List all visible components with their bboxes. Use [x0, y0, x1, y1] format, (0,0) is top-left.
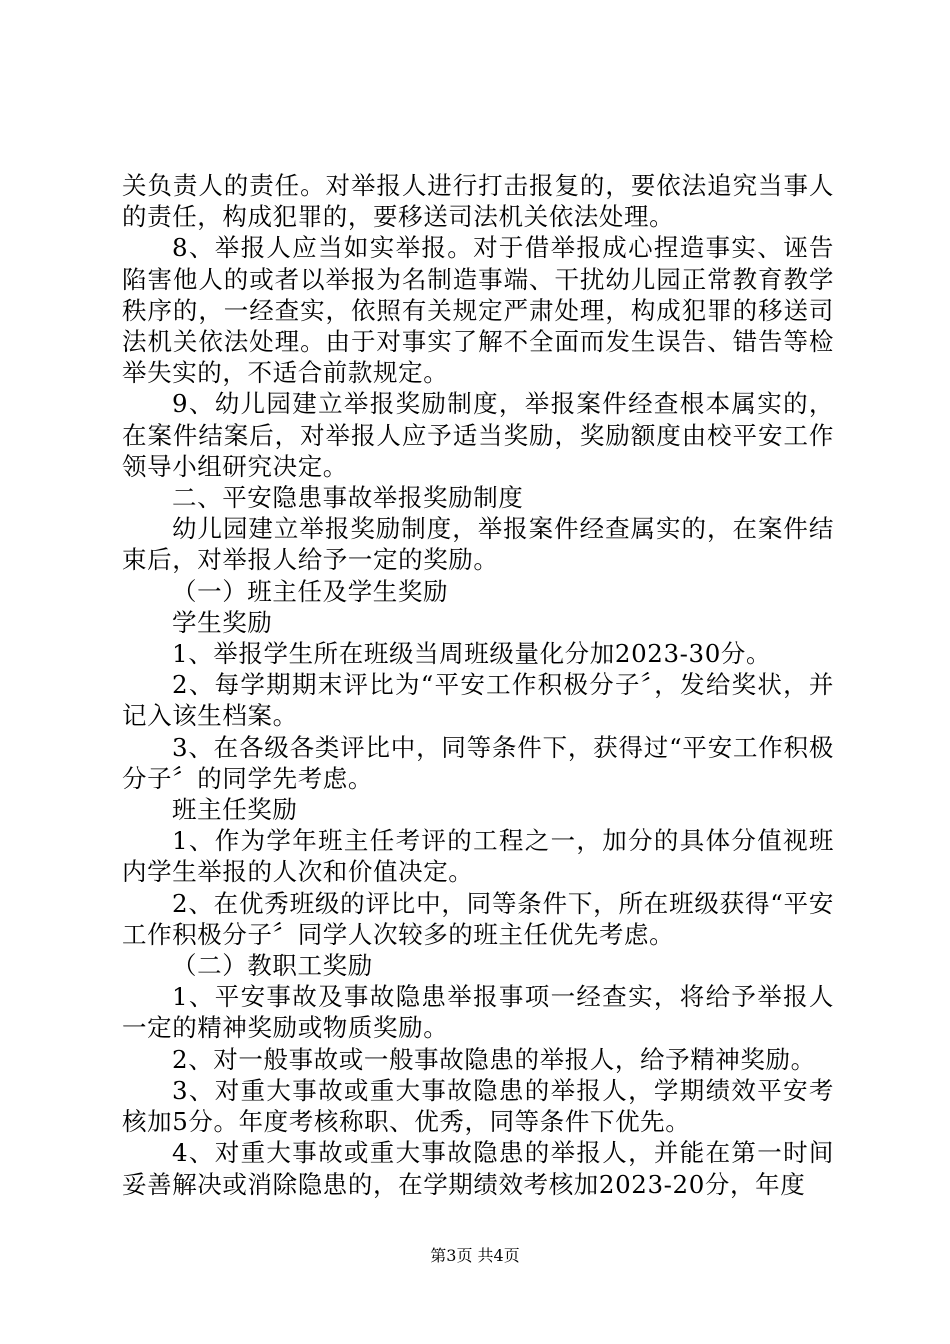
section-heading: 二、平安隐患事故举报奖励制度	[172, 483, 524, 513]
paragraph: 9、幼儿园建立举报奖励制度，举报案件经查根本属实的，在案件结案后，对举报人应予适当奖励，奖励额度由校平安工作领导小组研究决定。	[122, 389, 834, 481]
paragraph: 1、作为学年班主任考评的工程之一，加分的具体分值视班内学生举报的人次和价值决定。	[122, 826, 834, 887]
subsection-heading: （二）教职工奖励	[172, 951, 373, 981]
paragraph: 3、对重大事故或重大事故隐患的举报人，学期绩效平安考核加5分。年度考核称职、优秀，同等条件下优先。	[122, 1075, 834, 1137]
subheading: 班主任奖励	[172, 795, 298, 825]
paragraph: 8、举报人应当如实举报。对于借举报成心捏造事实、诬告陷害他人的或者以举报为名制造事端、干扰幼儿园正常教育教学秩序的，一经查实，依照有关规定严肃处理，构成犯罪的移送司法机关依法处理。由于对事实了解不全面而发生误告、错告等检举失实的，不适合前款规定。	[122, 233, 834, 388]
subheading: 学生奖励	[172, 607, 273, 637]
paragraph: 2、在优秀班级的评比中，同等条件下，所在班级获得“平安工作积极分子〞同学人次较多的班主任优先考虑。	[122, 888, 834, 949]
paragraph: 关负责人的责任。对举报人进行打击报复的，要依法追究当事人的责任，构成犯罪的，要移送司法机关依法处理。	[122, 171, 834, 232]
paragraph: 2、每学期期末评比为“平安工作积极分子〞，发给奖状，并记入该生档案。	[122, 670, 834, 731]
paragraph: 1、平安事故及事故隐患举报事项一经查实，将给予举报人一定的精神奖励或物质奖励。	[122, 982, 834, 1043]
document-body	[122, 170, 834, 1200]
page-footer: 第3页 共4页	[430, 1246, 520, 1265]
paragraph: 幼儿园建立举报奖励制度，举报案件经查属实的，在案件结束后，对举报人给予一定的奖励。	[122, 514, 834, 575]
subsection-heading: （一）班主任及学生奖励	[172, 576, 449, 606]
paragraph: 4、对重大事故或重大事故隐患的举报人，并能在第一时间妥善解决或消除隐患的，在学期绩效考核加2023-20分，年度	[122, 1138, 834, 1199]
paragraph: 3、在各级各类评比中，同等条件下，获得过“平安工作积极分子〞的同学先考虑。	[122, 732, 834, 793]
paragraph: 1、举报学生所在班级当周班级量化分加2023-30分。	[172, 639, 772, 669]
paragraph: 2、对一般事故或一般事故隐患的举报人，给予精神奖励。	[172, 1044, 816, 1074]
